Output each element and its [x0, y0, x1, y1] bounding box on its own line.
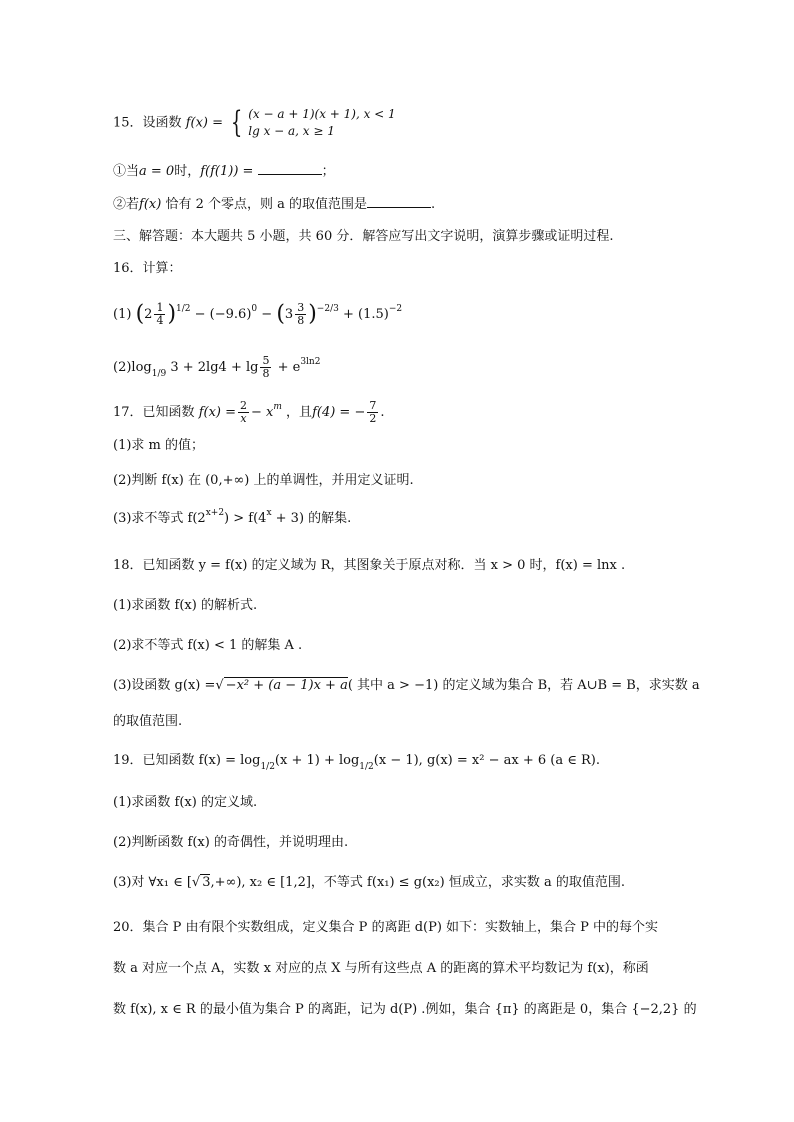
q17-stem: [113, 400, 384, 425]
q15-lead: 15．设函数: [113, 115, 182, 131]
frac-den: 8: [262, 367, 270, 380]
q19-lead-c: (x − 1), g(x) = x² − ax + 6 (a ∈ R).: [373, 753, 600, 768]
q16-p2-exp: 3ln2: [300, 357, 321, 367]
q16-p2-frac: [260, 355, 271, 380]
q16-log: log: [131, 360, 152, 375]
q17-p3-a: (3)求不等式 f(2: [113, 511, 206, 526]
q15-p2-end: .: [431, 197, 436, 212]
q16-c-exp: −2/3: [316, 304, 339, 314]
q16-b: − (−9.6): [194, 307, 252, 322]
q18-sqrt-body: −x² + (a − 1)x + a: [225, 678, 348, 693]
q16-part2: [113, 355, 320, 380]
q16-d: + (1.5): [342, 307, 389, 322]
frac-num: 3: [297, 301, 305, 314]
q16-log-base: 1/9: [151, 369, 167, 379]
q19-p3-a: (3)对 ∀x₁ ∈ [: [113, 875, 192, 890]
q18-stem: 18．已知函数 y = f(x) 的定义域为 R，其图象关于原点对称．当 x > 0 时，f(x) = lnx .: [113, 558, 626, 573]
q15-p2-text: 恰有 2 个零点，则 a 的取值范围是: [165, 197, 368, 212]
frac-den: 2: [369, 412, 377, 425]
q17-p3-b: ) > f(4: [224, 511, 267, 526]
q15-p1-lead: ①当: [113, 164, 140, 179]
q16-b-exp: 0: [251, 304, 258, 314]
q18-part3: [113, 677, 700, 695]
q15-piecewise: [227, 106, 396, 140]
minus: −: [261, 307, 273, 322]
q17-cond-frac: [367, 400, 378, 425]
q17-fx: f(x) =: [198, 405, 236, 420]
q17-part1: (1)求 m 的值；: [113, 438, 205, 453]
paren-open: (: [135, 301, 145, 327]
q16-part1: [113, 302, 402, 327]
q15-part1: [113, 162, 335, 181]
q19-part1: (1)求函数 f(x) 的定义域.: [113, 795, 258, 810]
frac-num: 1: [156, 301, 164, 314]
sqrt-icon: √: [215, 678, 224, 693]
frac-num: 7: [369, 399, 377, 412]
q17-p3-exp: x+2: [205, 508, 225, 518]
q16-d-exp: −2: [388, 304, 403, 314]
section-3-heading: 三、解答题：本大题共 5 小题，共 60 分．解答应写出文字说明，演算步骤或证明过程.: [113, 229, 614, 244]
q20-line2: 数 a 对应一个点 A，实数 x 对应的点 X 与所有这些点 A 的距离的算术平均数记为 f(x)，称函: [113, 961, 649, 976]
left-brace-icon: {: [230, 105, 243, 140]
q15-p1-mid: 时，: [174, 164, 201, 179]
q18-p3-b: ( 其中 a > −1) 的定义域为集合 B，若 A∪B = B，求实数 a: [347, 678, 700, 693]
answer-blank[interactable]: [258, 162, 322, 175]
q18-part1: (1)求函数 f(x) 的解析式.: [113, 598, 258, 613]
q17-tail: − x: [251, 405, 274, 420]
frac-num: 5: [262, 354, 270, 367]
q16-a-exp: 1/2: [176, 304, 191, 314]
q19-lead-b: (x + 1) + log: [274, 753, 360, 768]
frac-den: 8: [297, 314, 305, 327]
q18-p3-a: (3)设函数 g(x) =: [113, 678, 216, 693]
q19-part3: [113, 874, 625, 892]
q20-line1: 20．集合 P 由有限个实数组成，定义集合 P 的离距 d(P) 如下：实数轴上，集合 P 中的每个实: [113, 920, 659, 935]
q17-p3-c: + 3) 的解集.: [271, 511, 352, 526]
q19-lead-a: 19．已知函数 f(x) = log: [113, 753, 261, 768]
q19-base1: 1/2: [260, 762, 275, 772]
q16-a-int: 2: [144, 307, 153, 322]
frac-num: 2: [240, 399, 247, 412]
q15-p2-fx: f(x): [139, 197, 162, 212]
paren-open: (: [276, 301, 285, 327]
q19-p3-b: ,+∞), x₂ ∈ [1,2]，不等式 f(x₁) ≤ g(x₂) 恒成立，求实数 a 的取值范围.: [210, 875, 625, 890]
q19-base2: 1/2: [359, 762, 374, 772]
q15-case2: lg x − a, x ≥ 1: [248, 124, 335, 138]
q17-mid: ，且: [286, 405, 313, 420]
q17-end: .: [380, 405, 385, 420]
q15-case1: (x − a + 1)(x + 1), x < 1: [248, 107, 396, 121]
q17-part3: [113, 510, 351, 529]
q17-p3-exp2: x: [266, 508, 272, 518]
q15-p2-lead: ②若: [113, 197, 140, 212]
q15-p1-end: ；: [321, 164, 335, 179]
q18-part3-cont: 的取值范围.: [113, 714, 183, 729]
answer-blank[interactable]: [367, 195, 431, 208]
q16-p2-label: (2): [113, 360, 132, 375]
q18-part2: (2)求不等式 f(x) < 1 的解集 A .: [113, 638, 303, 653]
frac-den: x: [240, 412, 247, 425]
frac-den: 4: [156, 314, 164, 327]
q15-stem: [113, 106, 396, 140]
q17-lead: 17．已知函数: [113, 405, 195, 420]
q17-frac: [238, 400, 249, 425]
q15-fx: f(x) =: [185, 115, 223, 131]
q17-exp: m: [273, 402, 282, 412]
q16-p1-label: (1): [113, 307, 132, 322]
sqrt-icon: √: [191, 875, 201, 890]
q15-p1-expr: f(f(1)) =: [200, 164, 254, 179]
q16-c-int: 3: [284, 307, 294, 322]
q17-cond: f(4) = −: [312, 405, 366, 420]
q15-p1-cond: a = 0: [139, 164, 175, 179]
q19-sqrt-body: 3: [202, 875, 211, 890]
q16-rest2: + e: [277, 360, 301, 375]
paren-close: ): [167, 301, 177, 327]
q20-line3: 数 f(x), x ∈ R 的最小值为集合 P 的离距，记为 d(P) .例如，集合 {π} 的离距是 0，集合 {−2,2} 的: [113, 1002, 697, 1017]
q16-stem: 16．计算：: [113, 261, 182, 276]
paren-close: ): [308, 301, 317, 327]
q16-c-frac: [295, 302, 306, 327]
q19-part2: (2)判断函数 f(x) 的奇偶性，并说明理由.: [113, 835, 349, 850]
q19-stem: [113, 752, 600, 771]
q15-part2: [113, 195, 435, 214]
q17-part2: (2)判断 f(x) 在 (0,+∞) 上的单调性，并用定义证明.: [113, 473, 414, 488]
q16-a-frac: [154, 302, 165, 327]
q16-rest1: 3 + 2lg4 + lg: [170, 360, 259, 375]
